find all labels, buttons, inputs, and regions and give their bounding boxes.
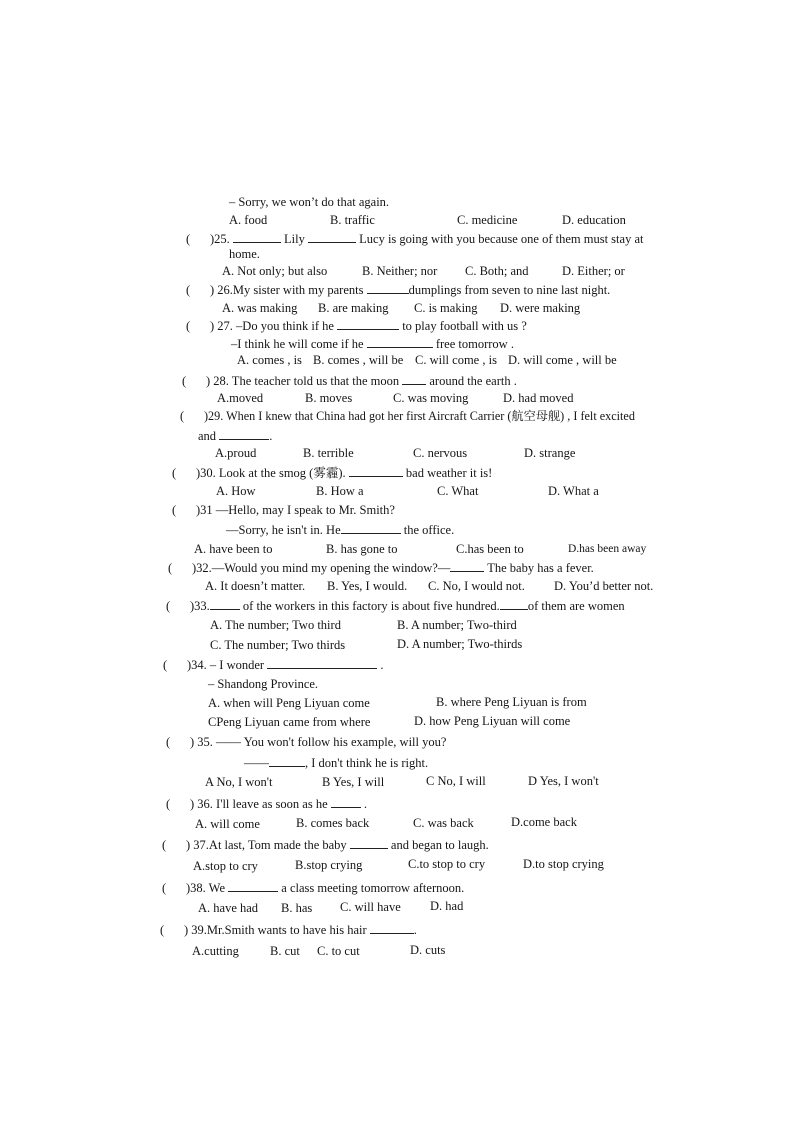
- question-29: ( )29. When I knew that China had got her first Aircraft Carrier (航空母舰) , I felt excited: [180, 409, 635, 423]
- answer-paren: (: [162, 881, 167, 895]
- answer-blank: [370, 921, 414, 934]
- answer-paren: (: [166, 797, 171, 811]
- answer-blank: [219, 427, 269, 440]
- option-d: D.has been away: [568, 543, 647, 555]
- question-35: ( ) 35. —— You won't follow his example, will you?: [166, 735, 447, 749]
- answer-blank: [350, 836, 388, 849]
- option-b: B. traffic: [330, 213, 375, 227]
- option-c: C.has been to: [456, 542, 524, 556]
- option-a: A. How: [216, 484, 256, 498]
- option-c: C. Both; and: [465, 264, 529, 278]
- option-b: B. Yes, I would.: [327, 579, 408, 593]
- option-d: D. Either; or: [562, 264, 625, 278]
- option-b: B. terrible: [303, 446, 354, 460]
- option-a: A.proud: [215, 446, 257, 460]
- question-32: ( )32.—Would you mind my opening the window?— The baby has a fever.: [168, 561, 594, 575]
- option-d: D.to stop crying: [523, 857, 604, 871]
- answer-paren: (: [186, 319, 191, 333]
- answer-blank: [267, 656, 377, 669]
- question-31: ( )31 —Hello, may I speak to Mr. Smith?: [172, 503, 395, 517]
- option-c: C. to cut: [317, 944, 360, 958]
- option-d: D Yes, I won't: [528, 774, 599, 788]
- answer-blank: [367, 335, 433, 348]
- dialogue-line: —— , I don't think he is right.: [244, 756, 429, 770]
- option-a: A.cutting: [192, 944, 239, 958]
- question-37: ( ) 37.At last, Tom made the baby and began to laugh.: [162, 838, 489, 852]
- answer-blank: [341, 521, 401, 534]
- answer-paren: (: [168, 561, 173, 575]
- option-b: B.stop crying: [295, 858, 363, 872]
- option-a: A.moved: [217, 391, 264, 405]
- option-b: B. comes back: [296, 816, 370, 830]
- option-d: D. had moved: [503, 391, 574, 405]
- answer-paren: (: [180, 409, 185, 423]
- option-d: D. education: [562, 213, 626, 227]
- answer-blank: [450, 559, 484, 572]
- answer-paren: (: [172, 503, 177, 517]
- option-c: C. What: [437, 484, 479, 498]
- option-c: C. will come , is: [415, 353, 497, 367]
- question-38: ( )38. We a class meeting tomorrow afternoon.: [162, 881, 465, 895]
- option-d: D. You’d better not.: [554, 579, 654, 593]
- option-d: D. A number; Two-thirds: [397, 637, 523, 651]
- option-b: B. has: [281, 901, 313, 915]
- dialogue-line: —Sorry, he isn't in. He the office.: [226, 523, 455, 537]
- question-39: ( ) 39.Mr.Smith wants to have his hair .: [160, 923, 417, 937]
- option-a: A. food: [229, 213, 268, 227]
- option-d: D. strange: [524, 446, 576, 460]
- option-b: B. are making: [318, 301, 389, 315]
- option-b: B. How a: [316, 484, 364, 498]
- option-a: A. The number; Two third: [210, 618, 341, 632]
- answer-paren: (: [163, 658, 168, 672]
- option-a: A.stop to cry: [193, 859, 258, 873]
- option-c: C. The number; Two thirds: [210, 638, 346, 652]
- option-b: B. cut: [270, 944, 300, 958]
- answer-paren: (: [162, 838, 167, 852]
- question-30: ( )30. Look at the smog (雾霾). bad weather it is!: [172, 466, 493, 480]
- answer-blank: [233, 230, 281, 243]
- option-c: C. medicine: [457, 213, 518, 227]
- option-b: B. moves: [305, 391, 353, 405]
- option-a: A. will come: [195, 817, 260, 831]
- answer-blank: [210, 597, 240, 610]
- option-c: C No, I will: [426, 774, 486, 788]
- option-b: B. comes , will be: [313, 353, 404, 367]
- option-a: A. comes , is: [237, 353, 302, 367]
- answer-paren: (: [186, 283, 191, 297]
- option-c: C. is making: [414, 301, 478, 315]
- answer-paren: (: [166, 599, 171, 613]
- answer-blank: [349, 464, 403, 477]
- answer-paren: (: [166, 735, 171, 749]
- option-a: A. It doesn’t matter.: [205, 579, 306, 593]
- answer-blank: [308, 230, 356, 243]
- option-c: C.to stop to cry: [408, 857, 486, 871]
- option-c: C. was moving: [393, 391, 469, 405]
- option-b: B. has gone to: [326, 542, 398, 556]
- option-a: A. have had: [198, 901, 259, 915]
- dialogue-line: –I think he will come if he free tomorrow .: [231, 337, 514, 351]
- answer-paren: (: [172, 466, 177, 480]
- option-d: D. What a: [548, 484, 599, 498]
- option-b: B. Neither; nor: [362, 264, 438, 278]
- option-d: D. will come , will be: [508, 353, 617, 367]
- option-b: B Yes, I will: [322, 775, 385, 789]
- option-c: C. will have: [340, 900, 401, 914]
- answer-paren: (: [182, 374, 187, 388]
- question-26: ( ) 26.My sister with my parents dumplings from seven to nine last night.: [186, 283, 611, 297]
- option-c: C. No, I would not.: [428, 579, 525, 593]
- option-a: A. Not only; but also: [222, 264, 328, 278]
- option-d: D. had: [430, 899, 464, 913]
- answer-blank: [337, 317, 399, 330]
- option-a: A. when will Peng Liyuan come: [208, 696, 370, 710]
- answer-paren: (: [186, 232, 191, 246]
- question-continuation: and .: [198, 429, 273, 443]
- dialogue-line: – Sorry, we won’t do that again.: [229, 195, 390, 209]
- question-25: ( )25. Lily Lucy is going with you because one of them must stay at: [186, 232, 644, 246]
- option-d: D. were making: [500, 301, 581, 315]
- answer-blank: [402, 372, 426, 385]
- option-a: A. have been to: [194, 542, 273, 556]
- answer-blank: [228, 879, 278, 892]
- question-27: ( ) 27. –Do you think if he to play football with us ?: [186, 319, 527, 333]
- answer-paren: (: [160, 923, 165, 937]
- answer-blank: [269, 754, 305, 767]
- option-c: C. was back: [413, 816, 474, 830]
- option-c: CPeng Liyuan came from where: [208, 715, 371, 729]
- answer-blank: [367, 281, 409, 294]
- question-34: ( )34. – I wonder .: [163, 658, 384, 672]
- dialogue-line: – Shandong Province.: [208, 677, 319, 691]
- option-a: A No, I won't: [205, 775, 273, 789]
- question-continuation: home.: [229, 247, 260, 261]
- option-d: D.come back: [511, 815, 577, 829]
- question-36: ( ) 36. I'll leave as soon as he .: [166, 797, 368, 811]
- question-28: ( ) 28. The teacher told us that the moon around the earth .: [182, 374, 517, 388]
- option-d: D. cuts: [410, 943, 446, 957]
- answer-blank: [331, 795, 361, 808]
- answer-blank: [500, 597, 528, 610]
- option-b: B. A number; Two-third: [397, 618, 517, 632]
- option-c: C. nervous: [413, 446, 468, 460]
- question-33: ( )33. of the workers in this factory is about five hundred. of them are women: [166, 599, 625, 613]
- option-a: A. was making: [222, 301, 298, 315]
- option-d: D. how Peng Liyuan will come: [414, 714, 571, 728]
- option-b: B. where Peng Liyuan is from: [436, 695, 587, 709]
